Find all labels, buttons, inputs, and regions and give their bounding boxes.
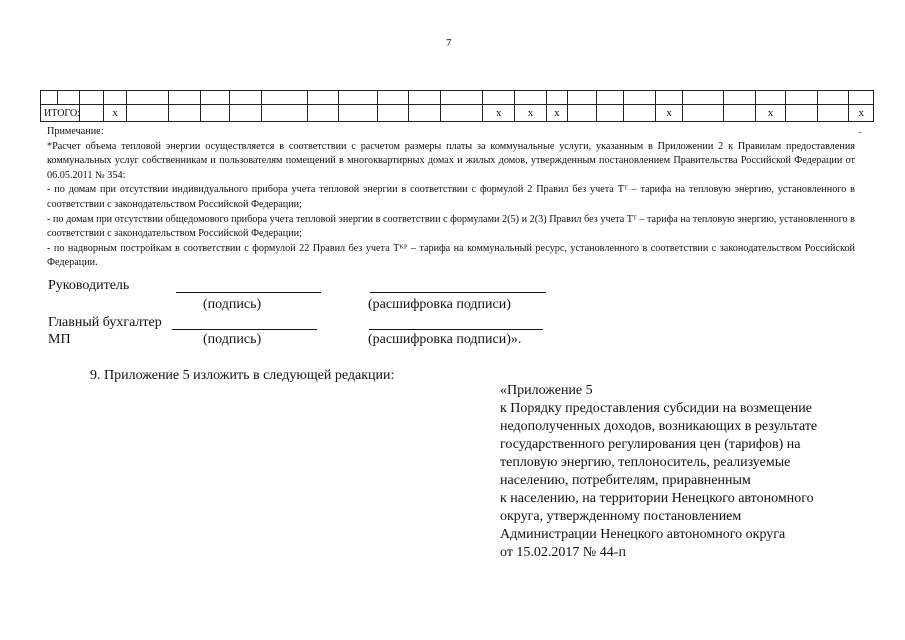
table-cell: [307, 105, 339, 122]
table-cell: [596, 105, 624, 122]
seal-label: МП: [48, 332, 71, 347]
table-cell: [200, 105, 230, 122]
table-cell: [785, 105, 817, 122]
total-label: ИТОГО:: [41, 105, 80, 122]
table-cell: [80, 105, 104, 122]
table-row: [41, 91, 874, 105]
appendix-line: к населению, на территории Ненецкого автономного: [500, 491, 814, 506]
head-label: Руководитель: [48, 278, 130, 293]
signature-caption: (подпись): [203, 297, 262, 312]
note-paragraph: - по домам при отсутствии индивидуального прибора учета тепловой энергии в соответствии с формулой 2 Правил без учета Тᵀ – тарифа на тепловую энергию, установленного в соответствии с законодательством Российской Федерации;: [47, 184, 855, 210]
table-cell: x: [515, 105, 547, 122]
appendix-line: «Приложение 5: [500, 383, 593, 398]
accountant-decoding-line: [369, 329, 543, 330]
appendix-line: к Порядку предоставления субсидии на возмещение: [500, 401, 812, 416]
table-cell: [723, 105, 756, 122]
margin-mark: -: [858, 126, 862, 138]
table-cell: [624, 105, 656, 122]
table-cell: [126, 105, 168, 122]
table-cell: [377, 105, 409, 122]
appendix-line: округа, утвержденному постановлением: [500, 509, 742, 524]
table-cell: x: [104, 105, 126, 122]
table-cell: x: [655, 105, 683, 122]
table-cell: x: [483, 105, 515, 122]
table-cell: x: [756, 105, 786, 122]
note-block: [47, 125, 855, 271]
appendix-line: тепловую энергию, теплоноситель, реализуемые: [500, 455, 791, 470]
note-paragraph: - по надворным постройкам в соответствии с формулой 22 Правил без учета Тᴷᴾ – тарифа на коммунальный ресурс, установленного в соответствии с законодательством Российской Федерации.: [47, 242, 855, 269]
table-cell: [567, 105, 596, 122]
note-paragraph: - по домам при отсутствии общедомового прибора учета тепловой энергии в соответствии с формулами 2(5) и 2(3) Правил без учета Тᵀ – тарифа на тепловую энергию, установленного в соответствии с законодательством Российской Федерации;: [47, 213, 855, 240]
appendix-header: [500, 382, 880, 562]
appendix-line: недополученных доходов, возникающих в результате: [500, 419, 818, 434]
page-number: 7: [446, 37, 452, 49]
appendix-line: от 15.02.2017 № 44-п: [500, 545, 626, 560]
note-title: Примечание:: [47, 126, 104, 137]
head-signature-line: [176, 292, 321, 293]
table-cell: [262, 105, 308, 122]
total-row: [41, 105, 874, 122]
table-cell: [441, 105, 483, 122]
table-cell: [230, 105, 262, 122]
appendix-line: населению, потребителям, приравненным: [500, 473, 751, 488]
table-cell: [683, 105, 723, 122]
totals-table: [40, 90, 874, 122]
table-cell: [409, 105, 441, 122]
head-decoding-line: [370, 292, 546, 293]
table-cell: x: [546, 105, 567, 122]
decoding-caption: (расшифровка подписи): [368, 297, 511, 312]
table-cell: x: [849, 105, 874, 122]
table-cell: [339, 105, 377, 122]
accountant-signature-line: [172, 329, 317, 330]
table-cell: [817, 105, 849, 122]
table-cell: [169, 105, 201, 122]
signature-caption: (подпись): [203, 332, 262, 347]
accountant-label: Главный бухгалтер: [48, 315, 162, 330]
amendment-text: 9. Приложение 5 изложить в следующей редакции:: [90, 368, 395, 383]
appendix-line: Администрации Ненецкого автономного округа: [500, 527, 786, 542]
appendix-line: государственного регулирования цен (тарифов) на: [500, 437, 801, 452]
note-paragraph: *Расчет объема тепловой энергии осуществляется в соответствии с расчетом размеры платы за коммунальные услуги, указанным в Приложении 2 к Правилам предоставления коммунальных услуг собственникам и пользователям помещений в многоквартирных домах и жилых домов, утвержденным постановлением Правительства Российской Федерации от 06.05.2011 № 354:: [47, 140, 855, 181]
decoding-caption: (расшифровка подписи)».: [368, 332, 522, 347]
